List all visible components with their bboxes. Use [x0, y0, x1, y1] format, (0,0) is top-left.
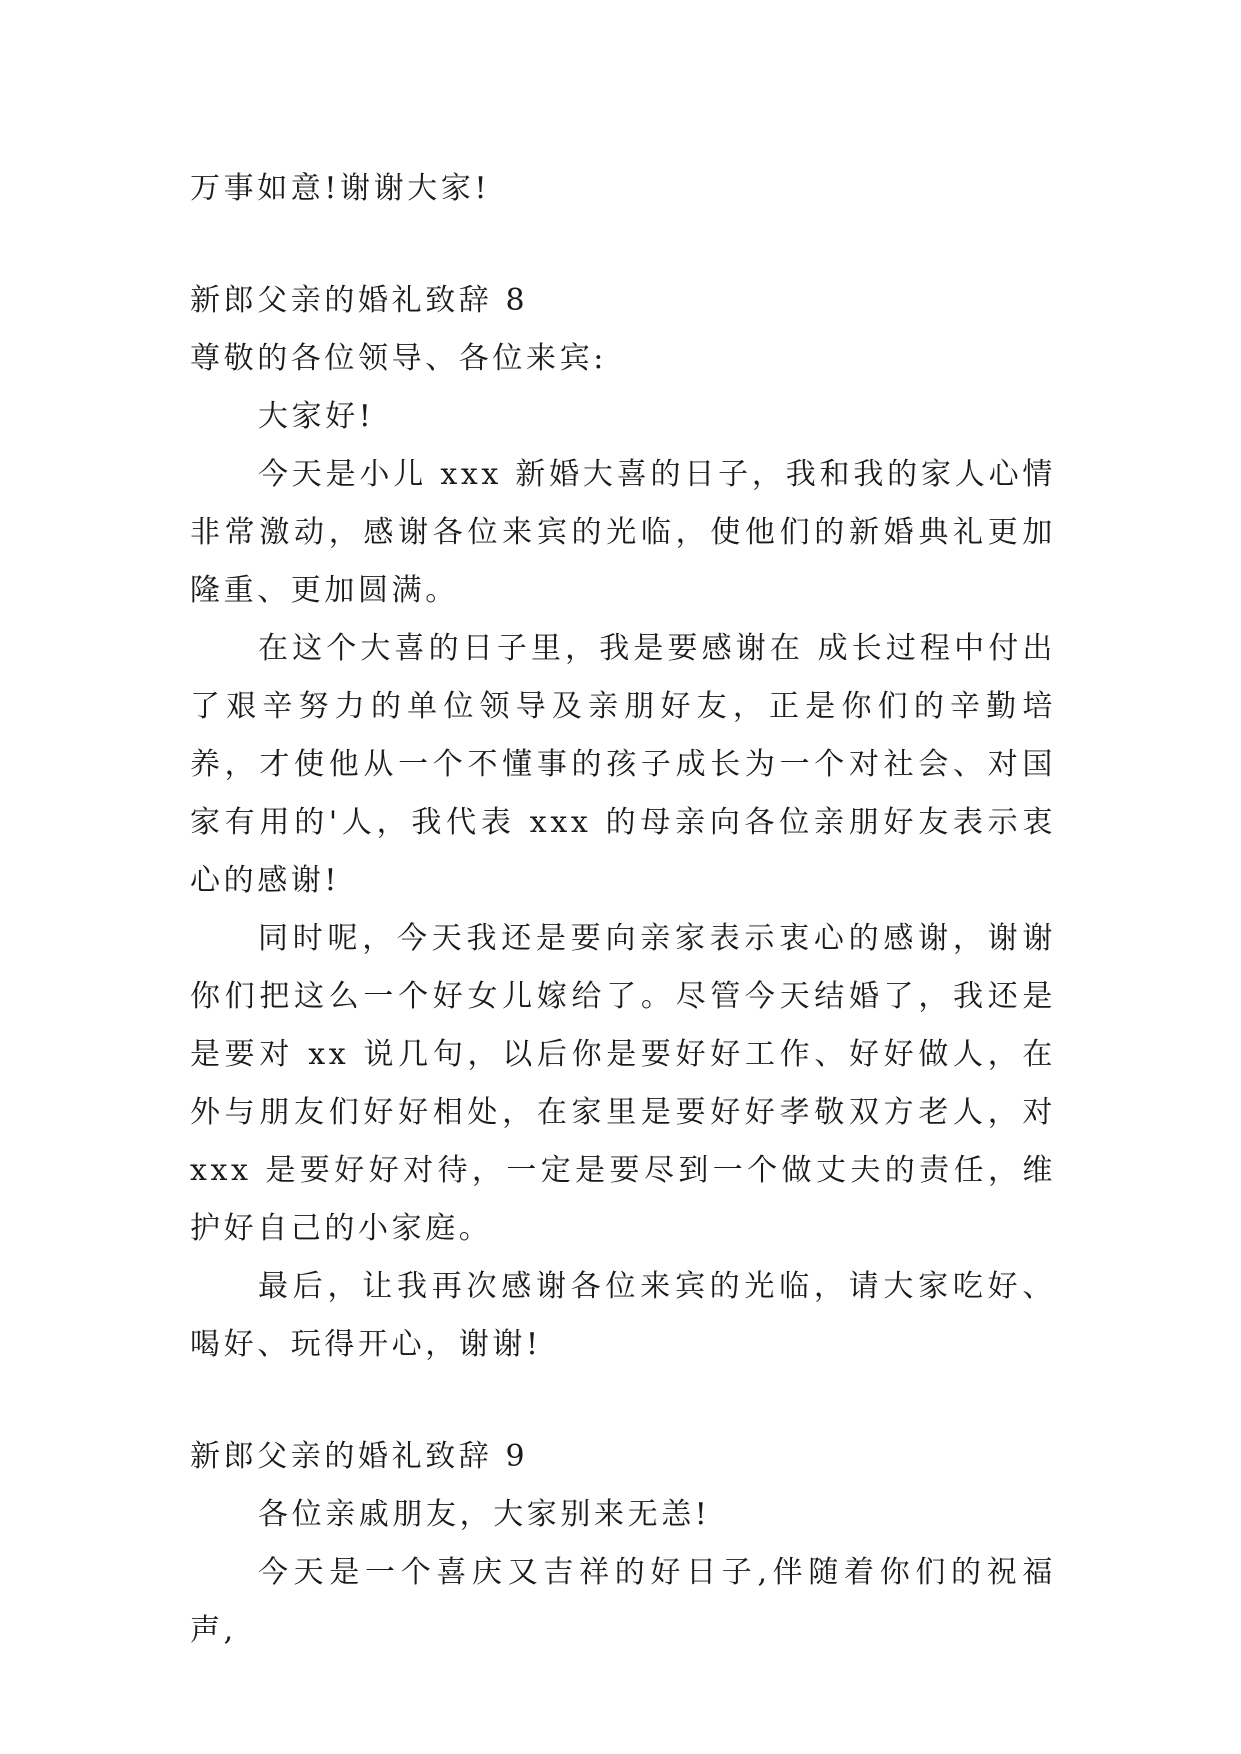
- section-heading-9: 新郎父亲的婚礼致辞 9: [190, 1439, 529, 1474]
- greeting-paragraph: 大家好!: [258, 399, 375, 434]
- body-paragraph: 在这个大喜的日子里，我是要感谢在 成长过程中付出了艰辛努力的单位领导及亲朋好友，正是你们的辛勤培养，才使他从一个不懂事的孩子成长为一个对社会、对国家有用的'人，我代表 xxx 的母亲向各位亲朋好友表示衷心的感谢!: [190, 631, 1056, 898]
- body-paragraph: 今天是小儿 xxx 新婚大喜的日子，我和我的家人心情非常激动，感谢各位来宾的光临，使他们的新婚典礼更加隆重、更加圆满。: [190, 457, 1056, 608]
- closing-line: 万事如意!谢谢大家!: [190, 171, 491, 206]
- section-gap: [190, 218, 1056, 272]
- greeting-paragraph: 各位亲戚朋友，大家别来无恙!: [258, 1497, 711, 1532]
- salutation: 尊敬的各位领导、各位来宾:: [190, 341, 607, 376]
- body-paragraph: 今天是一个喜庆又吉祥的好日子,伴随着你们的祝福声,: [190, 1555, 1056, 1648]
- document-body: [190, 160, 1056, 1660]
- section-gap: [190, 1374, 1056, 1428]
- body-paragraph: 最后，让我再次感谢各位来宾的光临，请大家吃好、喝好、玩得开心，谢谢!: [190, 1269, 1056, 1362]
- body-paragraph: 同时呢，今天我还是要向亲家表示衷心的感谢，谢谢你们把这么一个好女儿嫁给了。尽管今天结婚了，我还是是要对 xx 说几句，以后你是要好好工作、好好做人，在外与朋友们好好相处，在家里是要好好孝敬双方老人，对 xxx 是要好好对待，一定是要尽到一个做丈夫的责任，维护好自己的小家庭。: [190, 921, 1056, 1246]
- section-heading-8: 新郎父亲的婚礼致辞 8: [190, 283, 529, 318]
